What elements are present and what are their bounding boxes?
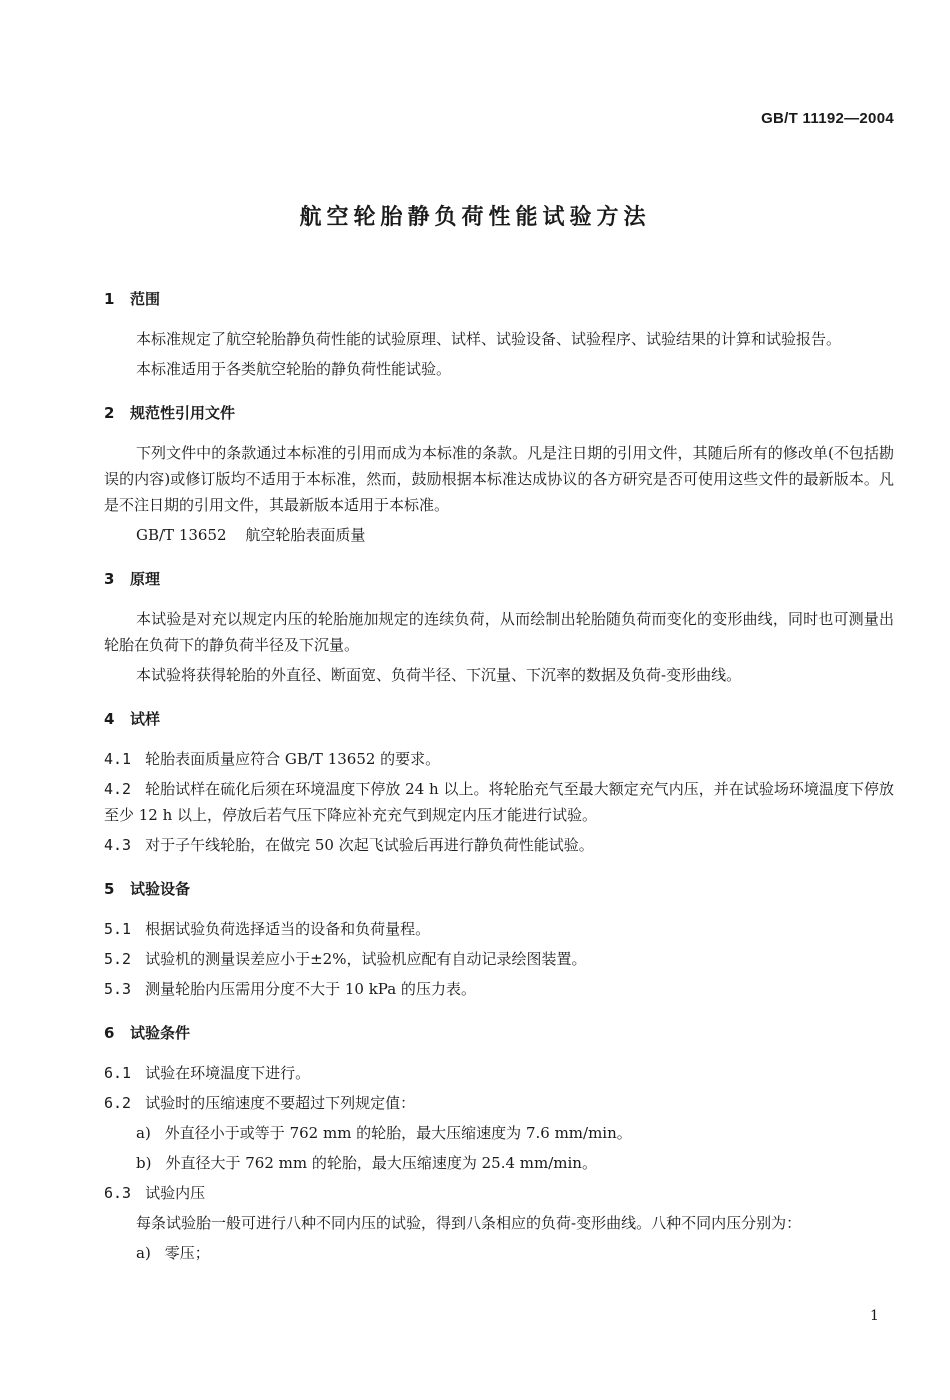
section-test-conditions [104, 1020, 894, 1266]
page-number: 1 [870, 1308, 879, 1324]
section-title: 范围 [130, 290, 161, 308]
list-item-label: a) [136, 1244, 151, 1262]
paragraph: 本试验是对充以规定内压的轮胎施加规定的连续负荷，从而绘制出轮胎随负荷而变化的变形曲线，同时也可测量出轮胎在负荷下的静负荷半径及下沉量。 [104, 610, 894, 654]
clause-number: 4.2 [104, 780, 132, 798]
paragraph: 本标准适用于各类航空轮胎的静负荷性能试验。 [136, 360, 452, 378]
reference-code: GB/T 13652 [136, 526, 227, 544]
section-normative-references [104, 400, 894, 548]
section-specimen [104, 706, 894, 858]
section-title: 规范性引用文件 [130, 404, 236, 422]
clause-number: 6.1 [104, 1064, 132, 1082]
reference-entry [104, 522, 894, 548]
clause-text: 试验内压 [145, 1184, 206, 1202]
section-heading [104, 400, 894, 426]
clause [104, 976, 894, 1002]
clause [104, 1060, 894, 1086]
clause-number: 5.1 [104, 920, 132, 938]
list-item-text: 外直径小于或等于 762 mm 的轮胎，最大压缩速度为 7.6 mm/min。 [164, 1124, 632, 1142]
section-number: 1 [104, 290, 115, 308]
section-number: 5 [104, 880, 115, 898]
clause-number: 6.2 [104, 1094, 132, 1112]
section-number: 6 [104, 1024, 115, 1042]
section-title: 试样 [130, 710, 161, 728]
clause-number: 5.2 [104, 950, 132, 968]
section-number: 3 [104, 570, 115, 588]
standard-number: GB/T 11192—2004 [761, 110, 894, 127]
section-title: 原理 [130, 570, 161, 588]
paragraph: 本标准规定了航空轮胎静负荷性能的试验原理、试样、试验设备、试验程序、试验结果的计算和试验报告。 [136, 330, 842, 348]
clause-text: 试验在环境温度下进行。 [145, 1064, 311, 1082]
section-heading [104, 1020, 894, 1046]
section-test-equipment [104, 876, 894, 1002]
list-item [104, 1150, 894, 1176]
clause [104, 946, 894, 972]
list-item [104, 1120, 894, 1146]
clause [104, 916, 894, 942]
clause-text: 轮胎表面质量应符合 GB/T 13652 的要求。 [145, 750, 441, 768]
clause [104, 1090, 894, 1116]
clause-text: 轮胎试样在硫化后须在环境温度下停放 24 h 以上。将轮胎充气至最大额定充气内压，并在试验场环境温度下停放至少 12 h 以上，停放后若气压下降应补充充气到规定内压才能进行试验。 [104, 780, 894, 824]
section-heading [104, 566, 894, 592]
list-item [104, 1240, 894, 1266]
reference-title: 航空轮胎表面质量 [245, 526, 366, 544]
paragraph: 每条试验胎一般可进行八种不同内压的试验，得到八条相应的负荷-变形曲线。八种不同内压分别为： [136, 1214, 802, 1232]
clause-number: 4.3 [104, 836, 132, 854]
list-item-label: b) [136, 1154, 152, 1172]
clause [104, 1180, 894, 1206]
list-item-text: 外直径大于 762 mm 的轮胎，最大压缩速度为 25.4 mm/min。 [165, 1154, 597, 1172]
clause-text: 根据试验负荷选择适当的设备和负荷量程。 [145, 920, 431, 938]
section-number: 2 [104, 404, 115, 422]
section-principle [104, 566, 894, 688]
section-heading [104, 286, 894, 312]
section-scope [104, 286, 894, 382]
clause [104, 776, 894, 828]
clause [104, 746, 894, 772]
clause-number: 6.3 [104, 1184, 132, 1202]
section-number: 4 [104, 710, 115, 728]
clause-number: 4.1 [104, 750, 132, 768]
section-heading [104, 706, 894, 732]
section-title: 试验设备 [130, 880, 191, 898]
paragraph: 下列文件中的条款通过本标准的引用而成为本标准的条款。凡是注日期的引用文件，其随后所有的修改单(不包括勘误的内容)或修订版均不适用于本标准，然而，鼓励根据本标准达成协议的各方研究是否可使用这些文件的最新版本。凡是不注日期的引用文件，其最新版本适用于本标准。 [104, 444, 894, 514]
section-heading [104, 876, 894, 902]
section-title: 试验条件 [130, 1024, 191, 1042]
clause-text: 测量轮胎内压需用分度不大于 10 kPa 的压力表。 [145, 980, 476, 998]
list-item-text: 零压； [164, 1244, 210, 1262]
clause-number: 5.3 [104, 980, 132, 998]
document-body [104, 286, 894, 1270]
list-item-label: a) [136, 1124, 151, 1142]
clause-text: 对于子午线轮胎，在做完 50 次起飞试验后再进行静负荷性能试验。 [145, 836, 594, 854]
clause-text: 试验机的测量误差应小于±2%，试验机应配有自动记录绘图装置。 [145, 950, 587, 968]
clause-text: 试验时的压缩速度不要超过下列规定值： [145, 1094, 416, 1112]
document-title: 航空轮胎静负荷性能试验方法 [299, 205, 651, 230]
clause [104, 832, 894, 858]
paragraph: 本试验将获得轮胎的外直径、断面宽、负荷半径、下沉量、下沉率的数据及负荷-变形曲线。 [136, 666, 742, 684]
